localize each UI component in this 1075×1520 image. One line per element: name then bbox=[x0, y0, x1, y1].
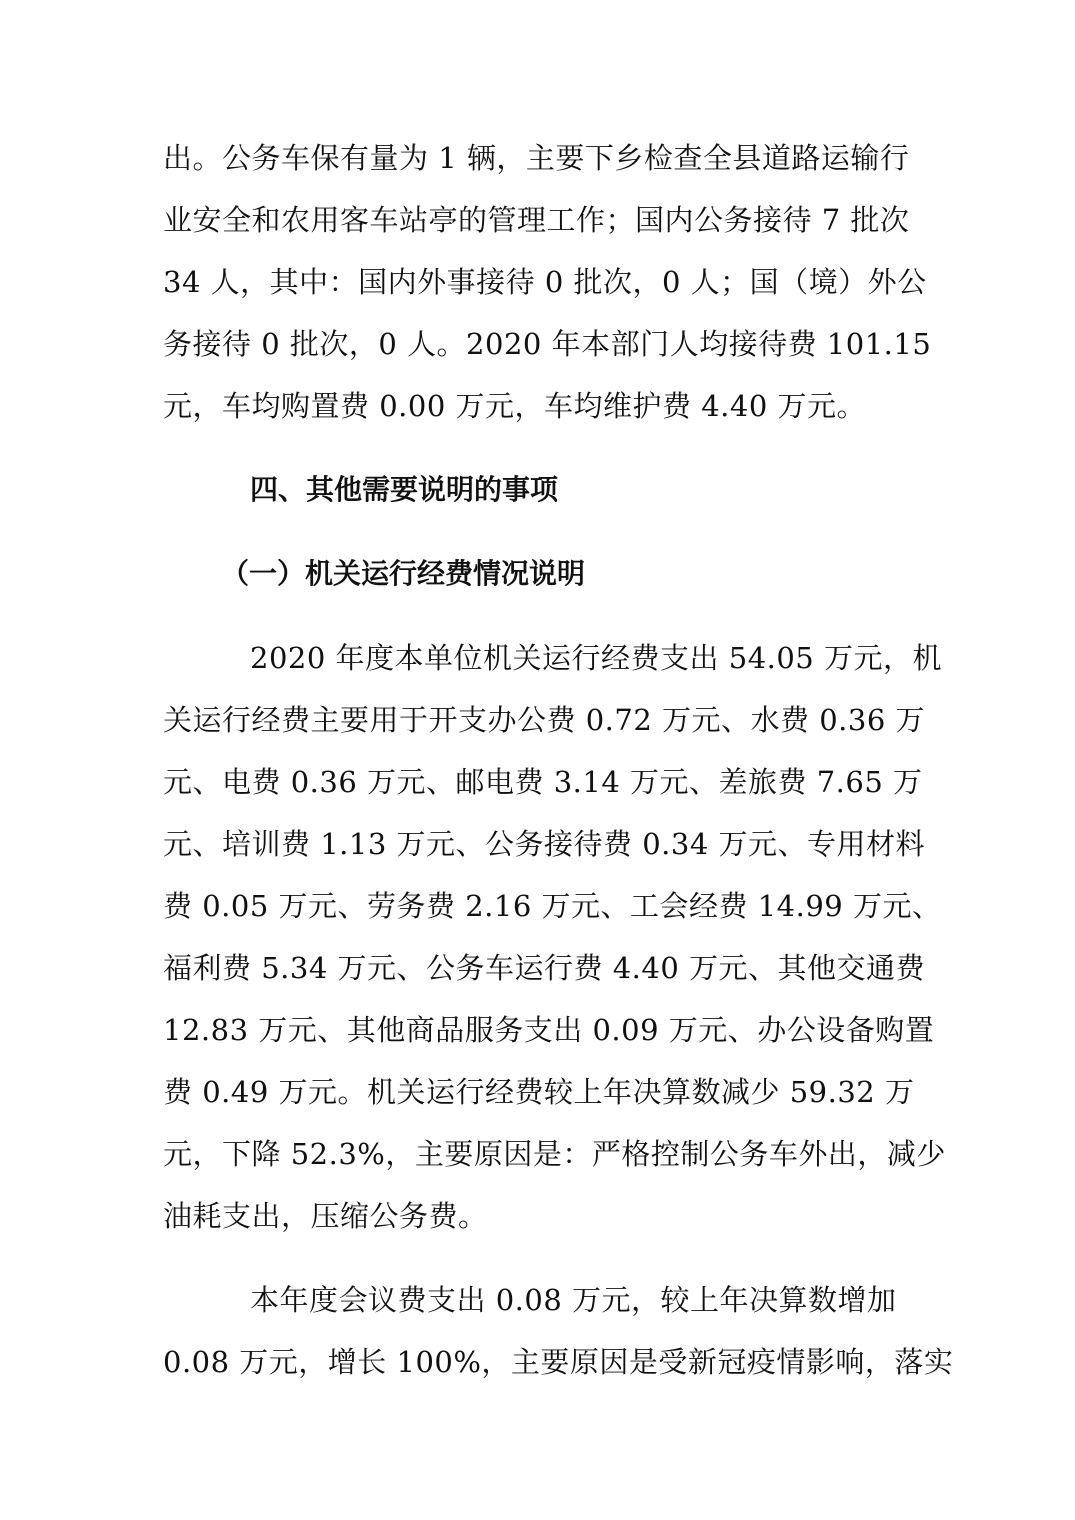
text-line: 费 0.49 万元。机关运行经费较上年决算数减少 59.32 万 bbox=[163, 1075, 915, 1109]
text-line: 出。公务车保有量为 1 辆，主要下乡检查全县道路运输行 bbox=[163, 141, 910, 175]
text-line: 元、电费 0.36 万元、邮电费 3.14 万元、差旅费 7.65 万 bbox=[163, 765, 923, 799]
text-line: 福利费 5.34 万元、公务车运行费 4.40 万元、其他交通费 bbox=[163, 951, 926, 985]
section-heading: 四、其他需要说明的事项 bbox=[250, 473, 559, 506]
subsection-heading: （一）机关运行经费情况说明 bbox=[221, 557, 586, 590]
text-line: 34 人，其中：国内外事接待 0 批次，0 人；国（境）外公 bbox=[163, 265, 927, 299]
text-line: 费 0.05 万元、劳务费 2.16 万元、工会经费 14.99 万元、 bbox=[163, 889, 942, 923]
paragraph-meeting-expenses bbox=[163, 1269, 954, 1393]
text-line: 业安全和农用客车站亭的管理工作；国内公务接待 7 批次 bbox=[163, 203, 910, 237]
text-line: 务接待 0 批次，0 人。2020 年本部门人均接待费 101.15 bbox=[163, 327, 932, 361]
text-line: 关运行经费主要用于开支办公费 0.72 万元、水费 0.36 万 bbox=[163, 703, 926, 737]
text-line: 本年度会议费支出 0.08 万元，较上年决算数增加 bbox=[250, 1283, 897, 1317]
text-line: 元，下降 52.3%，主要原因是：严格控制公务车外出，减少 bbox=[163, 1137, 946, 1171]
text-line: 油耗支出，压缩公务费。 bbox=[163, 1199, 488, 1233]
paragraph-official-vehicles bbox=[163, 127, 932, 437]
document-page bbox=[163, 127, 954, 1415]
text-line: 0.08 万元，增长 100%，主要原因是受新冠疫情影响，落实 bbox=[163, 1345, 954, 1379]
text-line: 12.83 万元、其他商品服务支出 0.09 万元、办公设备购置 bbox=[163, 1013, 935, 1047]
paragraph-operating-expenses bbox=[163, 627, 946, 1247]
text-line: 元、培训费 1.13 万元、公务接待费 0.34 万元、专用材料 bbox=[163, 827, 926, 861]
text-line: 2020 年度本单位机关运行经费支出 54.05 万元，机 bbox=[250, 641, 942, 675]
text-line: 元，车均购置费 0.00 万元，车均维护费 4.40 万元。 bbox=[163, 389, 867, 423]
